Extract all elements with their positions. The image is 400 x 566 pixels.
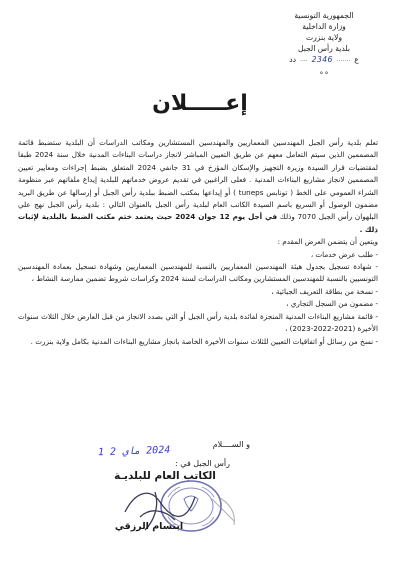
body-paragraph-text: تعلم بلدية رأس الجبل المهندسين المعماريين والمهندسين المستشارين ومكاتب الدراسات أن البلدية ستضبط قائمة المصممين الذين سيتم التعامل معهم عن طريق التعيين المباشر لانجاز دراسات البناءات المدنية خلال سنة 2024 طبقا لمقتضيات قرار السيدة وزيرة التجهيز والإسكان المؤرخ في 31 جانفي 2024 المتعلق بضبط إجراءات ومعايير تعيين المصممين لانجاز مشاريع البناءات المدنية . فعلى الراغبين في تقديم عروض خدماتهم للبلدية إيداع ملفاتهم عبر منظومة الشراء العمومي على الخط ( تونابس tuneps ) أو إيداعها بمكتب الضبط ببلدية رأس الجبل أو إرسالها عن طريق البريد مضمون الوصول أو السريع باسم السيدة الكاتب العام لبلدية رأس الجبل بالعنوان التالي : بلدية رأس الجبل نهج علي البلهوان رأس الجبل 7070 وذلك [18, 138, 379, 222]
ref-suffix: دد [289, 55, 296, 64]
date-stamp: 2024 ماي 2 1 [97, 444, 171, 459]
list-item: - طلب عرض خدمات ، [310, 249, 378, 259]
governorate-name: ولاية بنزرت [305, 33, 342, 42]
list-item: - شهادة تسجيل بجدول هيئة المهندسين المعماريين بالنسبة للمهندسين المعماريين وشهادة تسجيل بعمادة المهندسين التونسيين بالنسبة للمهندسين المستشارين ومكاتب الدراسات لسنة 2024 وكراسات شروط تضمين ممارسة النشاط ، [18, 262, 378, 284]
list-item: - مضمون من السجل التجاري ، [286, 299, 378, 309]
country-name: الجمهورية التونسية [294, 11, 354, 20]
list-item: - قائمة مشاريع البناءات المدنية المنجزة لفائدة بلدية رأس الجبل أو التي بصدد الانجاز من قبل العارض خلال الثلاث سنوات الأخيرة (2021-2022-2023) ، [18, 311, 378, 334]
letterhead [264, 10, 384, 78]
header-mark: ه ه [319, 69, 329, 76]
reference-number: ع ....... 2346 .... دد [289, 55, 359, 64]
pencil-mark-icon [204, 491, 244, 531]
ministry-name: وزارة الداخلية [302, 22, 346, 31]
list-item: - نسخة من بطاقة التعريف الجبائية ، [271, 286, 378, 296]
ref-number: 2346 [311, 55, 333, 64]
page-title: إعـــــلان [152, 91, 248, 116]
municipality-name: بلدية رأس الجبل [297, 44, 351, 53]
body-paragraph [18, 137, 378, 236]
announcement-body [18, 137, 378, 348]
requirements-intro: ويتعين أن يتضمن العرض المقدم : [277, 237, 378, 247]
place-and-date-label: رأس الجبل في : [175, 459, 230, 468]
signatory-title: الكاتب العام للبلديـة [114, 470, 216, 482]
closing-salutation: و الســــلام [212, 440, 250, 449]
list-item: - نسخ من رسائل أو اتفاقيات التعيين للثلاث سنوات الأخيرة الخاصة بانجاز مشاريع البناءات المدنية بكامل ولاية بنزرت . [30, 336, 378, 346]
requirements-list [18, 249, 378, 348]
deadline-text: في أجل يوم 12 جوان 2024 حيث يعتمد ختم مكتب الضبط بالبلدية لإثبات ذلك . [18, 212, 378, 234]
signer-name: ابتسام الرزقي [114, 521, 184, 532]
ref-prefix: ع [354, 55, 359, 64]
